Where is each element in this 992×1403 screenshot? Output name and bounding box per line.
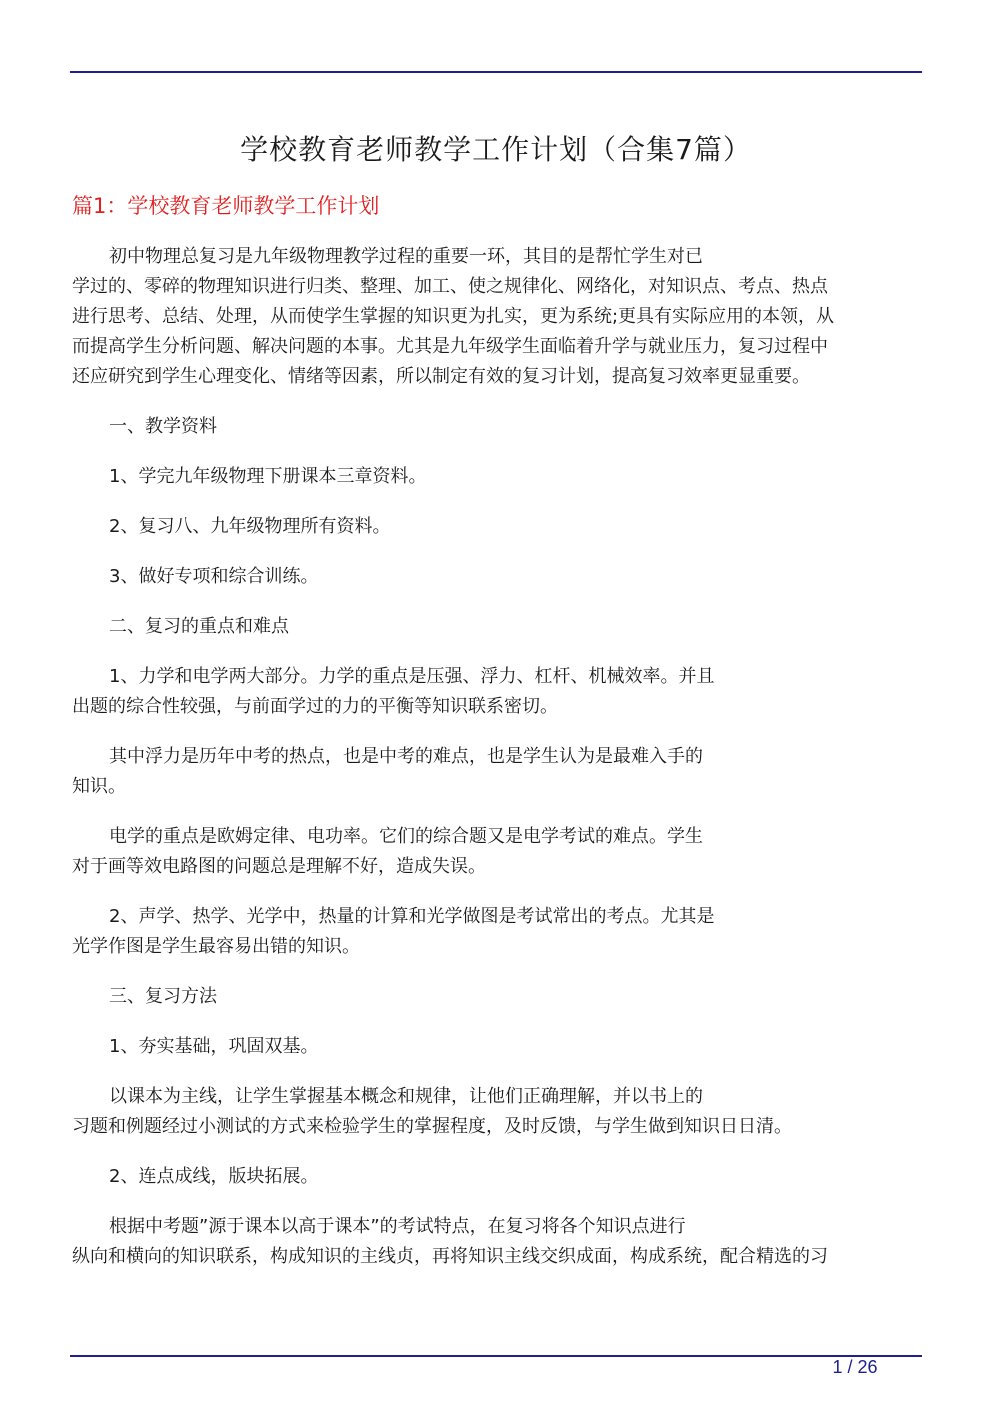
paragraph-line: 2、声学、热学、光学中，热量的计算和光学做图是考试常出的考点。尤其是: [109, 906, 715, 927]
footer-rule: [70, 1355, 922, 1357]
paragraph: [72, 562, 922, 592]
paragraph: [72, 662, 922, 722]
paragraph-line: 纵向和横向的知识联系，构成知识的主线贞，再将知识主线交织成面，构成系统，配合精选的习: [72, 1246, 828, 1267]
list-item: 3、做好专项和综合训练。: [109, 566, 319, 587]
paragraph-line: 而提高学生分析问题、解决问题的本事。尤其是九年级学生面临着升学与就业压力，复习过程中: [72, 336, 828, 357]
paragraph-line: 对于画等效电路图的问题总是理解不好，造成失误。: [72, 856, 486, 877]
subheading-line: 三、复习方法: [109, 986, 217, 1007]
paragraph-line: 知识。: [72, 776, 126, 797]
paragraph: [72, 1212, 922, 1272]
paragraph: [72, 982, 922, 1012]
paragraph: [72, 1032, 922, 1062]
list-item: 2、连点成线，版块拓展。: [109, 1166, 319, 1187]
paragraph-line: 进行思考、总结、处理，从而使学生掌握的知识更为扎实，更为系统;更具有实际应用的本领，从: [72, 306, 835, 327]
paragraph: [72, 1082, 922, 1142]
paragraph-line: 出题的综合性较强，与前面学过的力的平衡等知识联系密切。: [72, 696, 558, 717]
paragraph: [72, 612, 922, 642]
paragraph: [72, 742, 922, 802]
paragraph-line: 电学的重点是欧姆定律、电功率。它们的综合题又是电学考试的难点。学生: [109, 826, 703, 847]
paragraph: [72, 512, 922, 542]
paragraph-line: 以课本为主线，让学生掌握基本概念和规律，让他们正确理解，并以书上的: [109, 1086, 703, 1107]
page-number: 1 / 26: [832, 1357, 878, 1377]
list-item: 1、学完九年级物理下册课本三章资料。: [109, 466, 427, 487]
paragraph: [72, 822, 922, 882]
paragraph: [72, 242, 922, 392]
paragraph: [72, 462, 922, 492]
paragraph-line: 其中浮力是历年中考的热点，也是中考的难点，也是学生认为是最难入手的: [109, 746, 703, 767]
paragraph-line: 还应研究到学生心理变化、情绪等因素，所以制定有效的复习计划，提高复习效率更显重要。: [72, 366, 810, 387]
paragraph-line: 光学作图是学生最容易出错的知识。: [72, 936, 360, 957]
paragraph-line: 初中物理总复习是九年级物理教学过程的重要一环，其目的是帮忙学生对已: [109, 246, 703, 267]
header-rule: [70, 71, 922, 73]
section-heading: 篇1：学校教育老师教学工作计划: [72, 194, 380, 218]
paragraph: [72, 902, 922, 962]
paragraph-line: 学过的、零碎的物理知识进行归类、整理、加工、使之规律化、网络化，对知识点、考点、热点: [72, 276, 828, 297]
subheading-line: 二、复习的重点和难点: [109, 616, 289, 637]
paragraph: [72, 412, 922, 442]
subheading-line: 一、教学资料: [109, 416, 217, 437]
paragraph-line: 习题和例题经过小测试的方式来检验学生的掌握程度，及时反馈，与学生做到知识日日清。: [72, 1116, 792, 1137]
list-item: 2、复习八、九年级物理所有资料。: [109, 516, 391, 537]
paragraph-line: 1、力学和电学两大部分。力学的重点是压强、浮力、杠杆、机械效率。并且: [109, 666, 715, 687]
paragraph: [72, 1162, 922, 1192]
paragraph-line: 根据中考题”源于课本以高于课本”的考试特点，在复习将各个知识点进行: [109, 1216, 686, 1237]
document-title: 学校教育老师教学工作计划（合集7篇）: [240, 133, 752, 166]
document-body: [72, 242, 922, 1292]
list-item: 1、夯实基础，巩固双基。: [109, 1036, 319, 1057]
